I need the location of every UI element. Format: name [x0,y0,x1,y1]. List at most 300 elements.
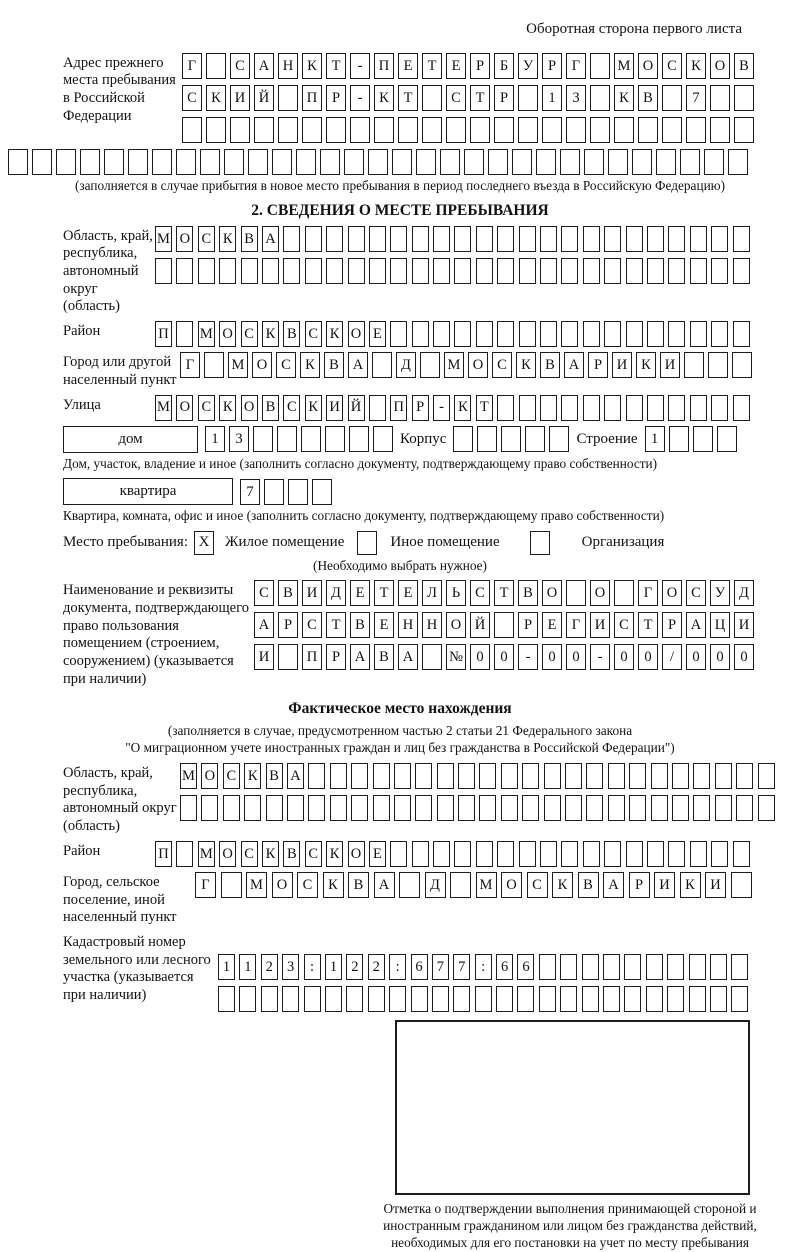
char-cell[interactable]: И [660,352,680,378]
char-cell[interactable]: 0 [638,644,658,670]
char-cell[interactable] [497,321,514,347]
char-cell[interactable] [561,395,578,421]
char-cell[interactable]: О [468,352,488,378]
char-cell[interactable] [758,795,775,821]
char-cell[interactable] [565,795,582,821]
char-cell[interactable]: Р [470,53,490,79]
char-cell[interactable] [519,321,536,347]
char-cell[interactable]: О [176,395,193,421]
char-cell[interactable]: 2 [368,954,385,980]
char-cell[interactable]: О [662,580,682,606]
char-cell[interactable]: Р [588,352,608,378]
char-cell[interactable] [412,841,429,867]
char-cell[interactable] [626,321,643,347]
char-cell[interactable]: И [230,85,250,111]
char-cell[interactable]: О [176,226,193,252]
char-cell[interactable] [603,954,620,980]
char-cell[interactable] [346,986,363,1012]
char-cell[interactable]: И [590,612,610,638]
char-cell[interactable]: И [254,644,274,670]
char-cell[interactable] [453,986,470,1012]
char-cell[interactable] [476,226,493,252]
char-cell[interactable] [540,841,557,867]
char-cell[interactable]: О [219,841,236,867]
char-cell[interactable] [518,85,538,111]
char-cell[interactable] [476,258,493,284]
char-cell[interactable] [717,426,737,452]
char-cell[interactable]: К [680,872,701,898]
char-cell[interactable]: А [287,763,304,789]
char-cell[interactable] [733,321,750,347]
char-cell[interactable]: 2 [346,954,363,980]
char-cell[interactable]: Т [326,53,346,79]
char-cell[interactable] [476,841,493,867]
char-cell[interactable]: С [182,85,202,111]
char-cell[interactable]: Е [542,612,562,638]
char-cell[interactable]: В [348,872,369,898]
char-cell[interactable] [586,795,603,821]
char-cell[interactable]: 3 [566,85,586,111]
char-cell[interactable] [454,226,471,252]
char-cell[interactable]: Д [326,580,346,606]
char-cell[interactable]: П [390,395,407,421]
char-cell[interactable] [277,426,297,452]
char-cell[interactable] [248,149,268,175]
char-cell[interactable] [308,795,325,821]
char-cell[interactable]: К [300,352,320,378]
char-cell[interactable] [369,226,386,252]
char-cell[interactable] [494,117,514,143]
char-cell[interactable]: П [155,321,172,347]
char-cell[interactable] [390,321,407,347]
char-cell[interactable] [519,841,536,867]
char-cell[interactable] [253,426,273,452]
char-cell[interactable] [519,395,536,421]
char-cell[interactable] [349,426,369,452]
char-cell[interactable]: - [350,53,370,79]
char-cell[interactable] [522,795,539,821]
char-cell[interactable]: К [686,53,706,79]
char-cell[interactable]: К [454,395,471,421]
char-cell[interactable] [348,258,365,284]
char-cell[interactable]: Е [374,612,394,638]
char-cell[interactable] [734,117,754,143]
char-cell[interactable] [711,226,728,252]
char-cell[interactable] [305,226,322,252]
char-cell[interactable] [302,117,322,143]
char-cell[interactable] [560,954,577,980]
char-cell[interactable]: К [323,872,344,898]
char-cell[interactable]: 0 [710,644,730,670]
char-cell[interactable] [758,763,775,789]
char-cell[interactable]: С [230,53,250,79]
char-cell[interactable] [470,117,490,143]
char-cell[interactable]: Г [638,580,658,606]
char-cell[interactable]: С [302,612,322,638]
char-cell[interactable] [656,149,676,175]
char-cell[interactable]: М [198,321,215,347]
char-cell[interactable] [647,395,664,421]
char-cell[interactable] [604,258,621,284]
char-cell[interactable]: 0 [494,644,514,670]
char-cell[interactable]: Й [348,395,365,421]
stay-type-checkbox-organization[interactable] [530,531,550,555]
char-cell[interactable]: Р [662,612,682,638]
char-cell[interactable]: В [283,841,300,867]
char-cell[interactable]: М [198,841,215,867]
char-cell[interactable]: Т [638,612,658,638]
char-cell[interactable]: 7 [240,479,260,505]
char-cell[interactable] [254,117,274,143]
char-cell[interactable]: К [262,841,279,867]
char-cell[interactable] [540,321,557,347]
char-cell[interactable]: М [614,53,634,79]
char-cell[interactable]: 1 [239,954,256,980]
char-cell[interactable] [608,149,628,175]
char-cell[interactable] [497,841,514,867]
char-cell[interactable] [272,149,292,175]
char-cell[interactable] [624,954,641,980]
char-cell[interactable]: К [219,395,236,421]
char-cell[interactable] [373,795,390,821]
char-cell[interactable]: Г [566,612,586,638]
char-cell[interactable]: С [686,580,706,606]
char-cell[interactable] [283,226,300,252]
char-cell[interactable]: К [552,872,573,898]
char-cell[interactable] [614,117,634,143]
char-cell[interactable] [732,352,752,378]
char-cell[interactable] [415,763,432,789]
char-cell[interactable] [646,986,663,1012]
char-cell[interactable] [369,258,386,284]
char-cell[interactable] [241,258,258,284]
char-cell[interactable] [582,954,599,980]
char-cell[interactable]: Р [629,872,650,898]
char-cell[interactable]: С [305,841,322,867]
char-cell[interactable]: С [198,395,215,421]
char-cell[interactable]: О [252,352,272,378]
char-cell[interactable] [690,841,707,867]
char-cell[interactable] [629,795,646,821]
char-cell[interactable] [632,149,652,175]
char-cell[interactable]: С [223,763,240,789]
char-cell[interactable]: В [638,85,658,111]
char-cell[interactable]: В [283,321,300,347]
char-cell[interactable] [454,258,471,284]
char-cell[interactable]: 0 [542,644,562,670]
char-cell[interactable] [56,149,76,175]
char-cell[interactable] [518,117,538,143]
char-cell[interactable] [374,117,394,143]
char-cell[interactable] [501,426,521,452]
char-cell[interactable] [604,395,621,421]
char-cell[interactable]: С [662,53,682,79]
char-cell[interactable] [561,841,578,867]
char-cell[interactable] [458,795,475,821]
char-cell[interactable] [239,986,256,1012]
char-cell[interactable] [584,149,604,175]
char-cell[interactable]: С [614,612,634,638]
char-cell[interactable]: Б [494,53,514,79]
char-cell[interactable] [626,258,643,284]
char-cell[interactable] [736,795,753,821]
char-cell[interactable] [394,763,411,789]
char-cell[interactable] [690,258,707,284]
char-cell[interactable] [262,258,279,284]
char-cell[interactable] [583,395,600,421]
char-cell[interactable]: Р [278,612,298,638]
char-cell[interactable] [287,795,304,821]
char-cell[interactable]: 3 [229,426,249,452]
char-cell[interactable]: К [374,85,394,111]
char-cell[interactable] [155,258,172,284]
char-cell[interactable] [497,226,514,252]
char-cell[interactable] [330,763,347,789]
char-cell[interactable] [398,117,418,143]
char-cell[interactable] [496,986,513,1012]
char-cell[interactable]: Н [398,612,418,638]
char-cell[interactable]: М [155,226,172,252]
char-cell[interactable] [693,763,710,789]
char-cell[interactable] [433,226,450,252]
char-cell[interactable]: С [198,226,215,252]
char-cell[interactable]: М [180,763,197,789]
char-cell[interactable] [182,117,202,143]
char-cell[interactable]: 0 [686,644,706,670]
char-cell[interactable] [152,149,172,175]
char-cell[interactable] [223,795,240,821]
char-cell[interactable] [668,321,685,347]
char-cell[interactable] [540,258,557,284]
char-cell[interactable]: С [446,85,466,111]
char-cell[interactable] [412,321,429,347]
char-cell[interactable] [264,479,284,505]
char-cell[interactable] [733,395,750,421]
char-cell[interactable] [373,763,390,789]
char-cell[interactable]: О [201,763,218,789]
char-cell[interactable]: А [254,53,274,79]
char-cell[interactable] [399,872,420,898]
char-cell[interactable] [647,258,664,284]
char-cell[interactable] [536,149,556,175]
char-cell[interactable]: И [302,580,322,606]
char-cell[interactable] [680,149,700,175]
char-cell[interactable]: С [297,872,318,898]
char-cell[interactable]: Н [422,612,442,638]
char-cell[interactable]: 7 [432,954,449,980]
char-cell[interactable] [715,795,732,821]
char-cell[interactable] [304,986,321,1012]
char-cell[interactable]: : [475,954,492,980]
char-cell[interactable] [544,763,561,789]
char-cell[interactable] [128,149,148,175]
char-cell[interactable] [549,426,569,452]
char-cell[interactable] [582,986,599,1012]
char-cell[interactable] [8,149,28,175]
char-cell[interactable]: Р [542,53,562,79]
char-cell[interactable] [512,149,532,175]
char-cell[interactable]: О [542,580,562,606]
char-cell[interactable]: Л [422,580,442,606]
char-cell[interactable] [539,954,556,980]
char-cell[interactable] [326,258,343,284]
char-cell[interactable]: Т [470,85,490,111]
char-cell[interactable]: С [492,352,512,378]
char-cell[interactable] [646,954,663,980]
char-cell[interactable]: 0 [734,644,754,670]
char-cell[interactable] [711,841,728,867]
char-cell[interactable]: С [241,841,258,867]
char-cell[interactable] [667,986,684,1012]
char-cell[interactable] [278,117,298,143]
char-cell[interactable]: : [304,954,321,980]
char-cell[interactable] [437,795,454,821]
char-cell[interactable] [624,986,641,1012]
char-cell[interactable]: Р [518,612,538,638]
char-cell[interactable] [224,149,244,175]
char-cell[interactable]: А [374,872,395,898]
char-cell[interactable] [626,226,643,252]
char-cell[interactable] [372,352,392,378]
char-cell[interactable]: К [244,763,261,789]
char-cell[interactable]: - [433,395,450,421]
char-cell[interactable]: К [206,85,226,111]
char-cell[interactable] [710,954,727,980]
char-cell[interactable] [326,117,346,143]
char-cell[interactable]: : [389,954,406,980]
char-cell[interactable] [608,763,625,789]
char-cell[interactable] [308,763,325,789]
char-cell[interactable]: В [518,580,538,606]
char-cell[interactable] [736,763,753,789]
char-cell[interactable]: / [662,644,682,670]
char-cell[interactable]: А [686,612,706,638]
char-cell[interactable] [80,149,100,175]
char-cell[interactable] [230,117,250,143]
char-cell[interactable]: Й [254,85,274,111]
char-cell[interactable]: Е [398,580,418,606]
char-cell[interactable] [542,117,562,143]
char-cell[interactable]: 2 [261,954,278,980]
char-cell[interactable] [560,149,580,175]
char-cell[interactable] [389,986,406,1012]
char-cell[interactable] [204,352,224,378]
char-cell[interactable] [296,149,316,175]
char-cell[interactable] [647,321,664,347]
char-cell[interactable]: 7 [686,85,706,111]
char-cell[interactable] [411,986,428,1012]
char-cell[interactable] [450,872,471,898]
char-cell[interactable] [458,763,475,789]
char-cell[interactable] [390,258,407,284]
char-cell[interactable] [733,841,750,867]
char-cell[interactable]: М [444,352,464,378]
char-cell[interactable] [278,85,298,111]
char-cell[interactable]: П [374,53,394,79]
char-cell[interactable] [501,795,518,821]
char-cell[interactable] [219,258,236,284]
char-cell[interactable] [539,986,556,1012]
char-cell[interactable]: Г [182,53,202,79]
char-cell[interactable]: Г [566,53,586,79]
char-cell[interactable] [604,321,621,347]
char-cell[interactable]: С [254,580,274,606]
char-cell[interactable]: О [501,872,522,898]
char-cell[interactable]: А [348,352,368,378]
char-cell[interactable] [351,763,368,789]
char-cell[interactable] [244,795,261,821]
char-cell[interactable] [369,395,386,421]
char-cell[interactable] [690,395,707,421]
char-cell[interactable]: О [348,321,365,347]
char-cell[interactable]: - [518,644,538,670]
char-cell[interactable] [488,149,508,175]
char-cell[interactable] [390,226,407,252]
char-cell[interactable]: Е [369,321,386,347]
char-cell[interactable] [590,53,610,79]
char-cell[interactable]: К [219,226,236,252]
char-cell[interactable] [394,795,411,821]
char-cell[interactable]: О [638,53,658,79]
char-cell[interactable] [731,954,748,980]
stay-type-checkbox-other[interactable] [357,531,377,555]
char-cell[interactable] [475,986,492,1012]
char-cell[interactable]: - [590,644,610,670]
char-cell[interactable] [608,795,625,821]
char-cell[interactable]: Д [396,352,416,378]
char-cell[interactable]: О [348,841,365,867]
char-cell[interactable] [201,795,218,821]
char-cell[interactable] [198,258,215,284]
char-cell[interactable]: О [710,53,730,79]
char-cell[interactable] [731,986,748,1012]
char-cell[interactable] [351,795,368,821]
char-cell[interactable]: В [578,872,599,898]
char-cell[interactable]: Т [398,85,418,111]
char-cell[interactable] [693,795,710,821]
char-cell[interactable] [433,258,450,284]
char-cell[interactable]: 1 [325,954,342,980]
char-cell[interactable]: О [272,872,293,898]
char-cell[interactable] [711,321,728,347]
char-cell[interactable] [583,321,600,347]
char-cell[interactable] [501,763,518,789]
char-cell[interactable]: Р [494,85,514,111]
char-cell[interactable] [626,841,643,867]
char-cell[interactable] [479,763,496,789]
char-cell[interactable] [282,986,299,1012]
char-cell[interactable] [206,53,226,79]
char-cell[interactable]: У [710,580,730,606]
char-cell[interactable]: А [564,352,584,378]
char-cell[interactable] [206,117,226,143]
char-cell[interactable] [711,395,728,421]
char-cell[interactable] [348,226,365,252]
char-cell[interactable] [433,841,450,867]
char-cell[interactable]: К [262,321,279,347]
char-cell[interactable]: 6 [411,954,428,980]
char-cell[interactable] [325,426,345,452]
char-cell[interactable] [590,85,610,111]
char-cell[interactable]: С [276,352,296,378]
char-cell[interactable] [368,149,388,175]
char-cell[interactable] [583,226,600,252]
char-cell[interactable] [320,149,340,175]
char-cell[interactable] [693,426,713,452]
char-cell[interactable] [176,841,193,867]
char-cell[interactable]: Й [470,612,490,638]
char-cell[interactable]: 0 [470,644,490,670]
